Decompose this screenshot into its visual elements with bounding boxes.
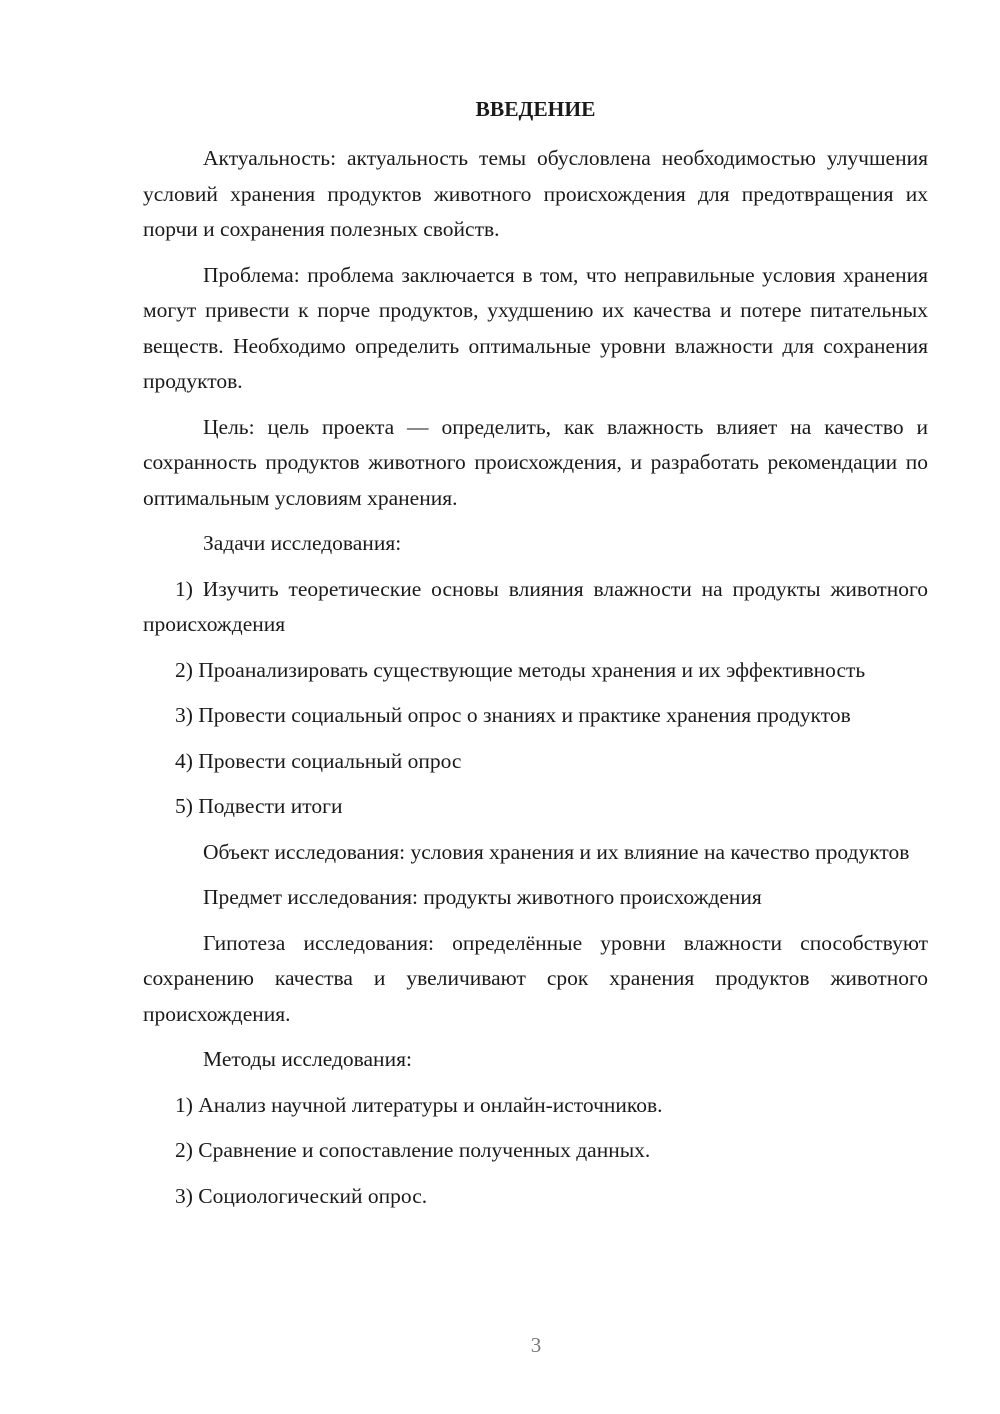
task-item-3: 3) Провести социальный опрос о знаниях и практике хранения продуктов [175, 703, 851, 727]
paragraph-problem: Проблема: проблема заключается в том, что неправильные условия хранения могут привести к порче продуктов, ухудшению их качества и потере питательных веществ. Необходимо определить оптимальные уровни влажности для сохранения продуктов. [143, 262, 928, 393]
method-item-1: 1) Анализ научной литературы и онлайн-источников. [175, 1092, 663, 1117]
method-item-2: 2) Сравнение и сопоставление полученных данных. [175, 1138, 651, 1162]
method-item-3: 3) Социологический опрос. [175, 1183, 428, 1208]
paragraph-goal: Цель: цель проекта — определить, как влажность влияет на качество и сохранность продуктов животного происхождения, и разработать рекомендации по оптимальным условиям хранения. [143, 414, 928, 510]
paragraph-object: Объект исследования: условия хранения и их влияние на качество продуктов [203, 839, 910, 864]
section-title: ВВЕДЕНИЕ [475, 97, 596, 121]
task-item-4: 4) Провести социальный опрос [175, 748, 462, 773]
task-item-5: 5) Подвести итоги [175, 794, 343, 818]
tasks-heading: Задачи исследования: [203, 531, 402, 555]
task-item-1: 1) Изучить теоретические основы влияния влажности на продукты животного происхождения [143, 576, 928, 636]
methods-heading: Методы исследования: [203, 1047, 412, 1071]
task-item-2: 2) Проанализировать существующие методы хранения и их эффективность [175, 657, 866, 682]
page-number: 3 [530, 1333, 542, 1357]
paragraph-subject: Предмет исследования: продукты животного происхождения [203, 885, 762, 909]
paragraph-hypothesis: Гипотеза исследования: определённые уровни влажности способствуют сохранению качества и увеличивают срок хранения продуктов животного происхождения. [143, 930, 928, 1026]
document-page [143, 92, 928, 1224]
paragraph-relevance: Актуальность: актуальность темы обусловлена необходимостью улучшения условий хранения продуктов животного происхождения для предотвращения их порчи и сохранения полезных свойств. [143, 146, 928, 241]
